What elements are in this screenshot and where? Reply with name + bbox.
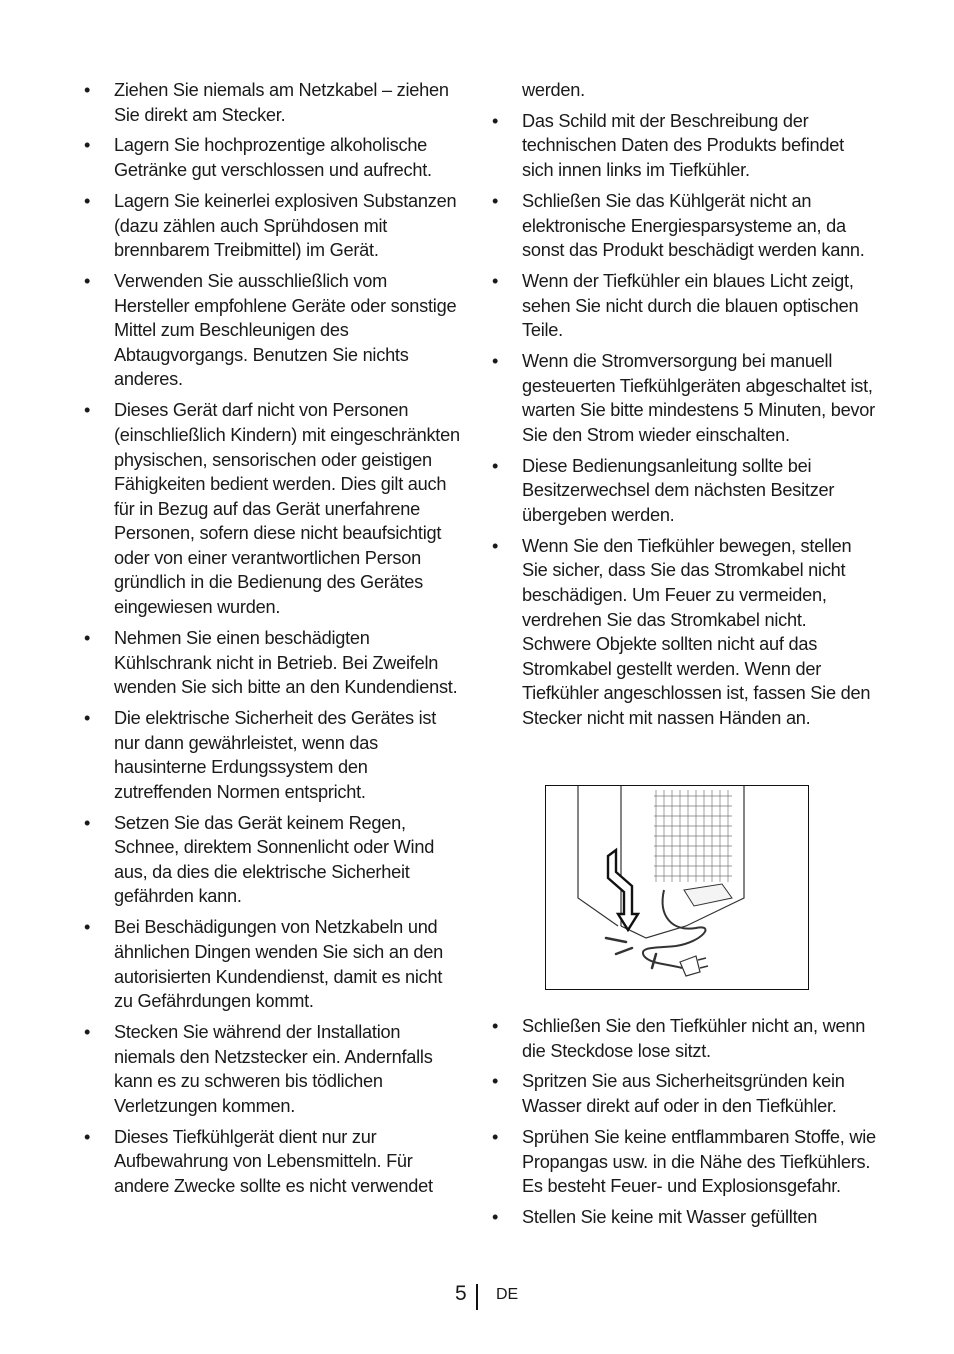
list-item: • Die elektrische Sicherheit des Gerätes ist nur dann gewährleistet, wenn das hausinterne Erdungssystem den zutreffenden Normen entspricht. (84, 706, 464, 804)
power-plug-icon (680, 956, 708, 976)
freezer-cable-figure (545, 785, 809, 990)
right-bullet-list-lower (492, 1014, 877, 1230)
list-item: • Schließen Sie das Kühlgerät nicht an elektronische Energiesparsysteme an, da sonst das Produkt beschädigt werden kann. (492, 189, 877, 263)
list-item: • Nehmen Sie einen beschädigten Kühlschrank nicht in Betrieb. Bei Zweifeln wenden Sie sich bitte an den Kundendienst. (84, 626, 464, 700)
right-column (492, 78, 877, 737)
list-item: • Dieses Tiefkühlgerät dient nur zur Aufbewahrung von Lebensmitteln. Für andere Zwecke sollte es nicht verwendet (84, 1125, 464, 1199)
right-column-lower (492, 1014, 877, 1236)
list-item: • Stellen Sie keine mit Wasser gefüllten (492, 1205, 877, 1230)
list-item: • Sprühen Sie keine entflammbaren Stoffe, wie Propangas usw. in die Nähe des Tiefkühlers. Es besteht Feuer- und Explosionsgefahr. (492, 1125, 877, 1199)
continued-text: werden. (522, 80, 585, 100)
list-item: • Wenn die Stromversorgung bei manuell gesteuerten Tiefkühlgeräten abgeschaltet ist, warten Sie bitte mindestens 5 Minuten, bevor Sie den Strom wieder einschalten. (492, 349, 877, 447)
list-item: • Dieses Gerät darf nicht von Personen (einschließlich Kindern) mit eingeschränkten physischen, sensorischen oder geistigen Fähigkeiten bedient werden. Dies gilt auch für in Bezug auf das Gerät unerfahrene Personen, sofern diese nicht beaufsichtigt oder von einer verantwortlichen Person gründlich in die Bedienung des Gerätes eingewiesen wurden. (84, 398, 464, 619)
list-item: • Stecken Sie während der Installation niemals den Netzstecker ein. Andernfalls kann es zu schweren bis tödlichen Verletzungen kommen. (84, 1020, 464, 1118)
list-item: • Ziehen Sie niemals am Netzkabel – ziehen Sie direkt am Stecker. (84, 78, 464, 127)
freezer-back-illustration (546, 786, 807, 988)
list-item: • Das Schild mit der Beschreibung der technischen Daten des Produkts befindet sich innen links im Tiefkühler. (492, 109, 877, 183)
list-item: • Bei Beschädigungen von Netzkabeln und ähnlichen Dingen wenden Sie sich an den autorisierten Kundendienst, damit es nicht zu Gefährdungen kommt. (84, 915, 464, 1013)
list-item: • Spritzen Sie aus Sicherheitsgründen kein Wasser direkt auf oder in den Tiefkühler. (492, 1069, 877, 1118)
list-item: • Verwenden Sie ausschließlich vom Hersteller empfohlene Geräte oder sonstige Mittel zum Beschleunigen des Abtaugvorgangs. Benutzen Sie nichts anderes. (84, 269, 464, 392)
left-column (84, 78, 464, 1205)
left-bullet-list (84, 78, 464, 1199)
footer-divider (476, 1284, 478, 1310)
list-item: • Diese Bedienungsanleitung sollte bei Besitzerwechsel dem nächsten Besitzer übergeben werden. (492, 454, 877, 528)
language-code: DE (496, 1286, 519, 1303)
page-number: 5 (455, 1282, 467, 1305)
page-footer (0, 1282, 954, 1312)
right-bullet-list (492, 109, 877, 731)
lightning-bolt-icon (608, 850, 638, 930)
list-item: • Wenn der Tiefkühler ein blaues Licht zeigt, sehen Sie nicht durch die blauen optischen Teile. (492, 269, 877, 343)
list-item: • Wenn Sie den Tiefkühler bewegen, stellen Sie sicher, dass Sie das Stromkabel nicht beschädigen. Um Feuer zu vermeiden, verdrehen Sie das Stromkabel nicht. Schwere Objekte sollten nicht auf das Stromkabel gestellt werden. Wenn der Tiefkühler angeschlossen ist, fassen Sie den Stecker nicht mit nassen Händen an. (492, 534, 877, 731)
list-item: • Setzen Sie das Gerät keinem Regen, Schnee, direktem Sonnenlicht oder Wind aus, da dies die elektrische Sicherheit gefährden kann. (84, 811, 464, 909)
list-item: • Lagern Sie hochprozentige alkoholische Getränke gut verschlossen und aufrecht. (84, 133, 464, 182)
list-item: • Schließen Sie den Tiefkühler nicht an, wenn die Steckdose lose sitzt. (492, 1014, 877, 1063)
list-item: • Lagern Sie keinerlei explosiven Substanzen (dazu zählen auch Sprühdosen mit brennbarem Treibmittel) im Gerät. (84, 189, 464, 263)
